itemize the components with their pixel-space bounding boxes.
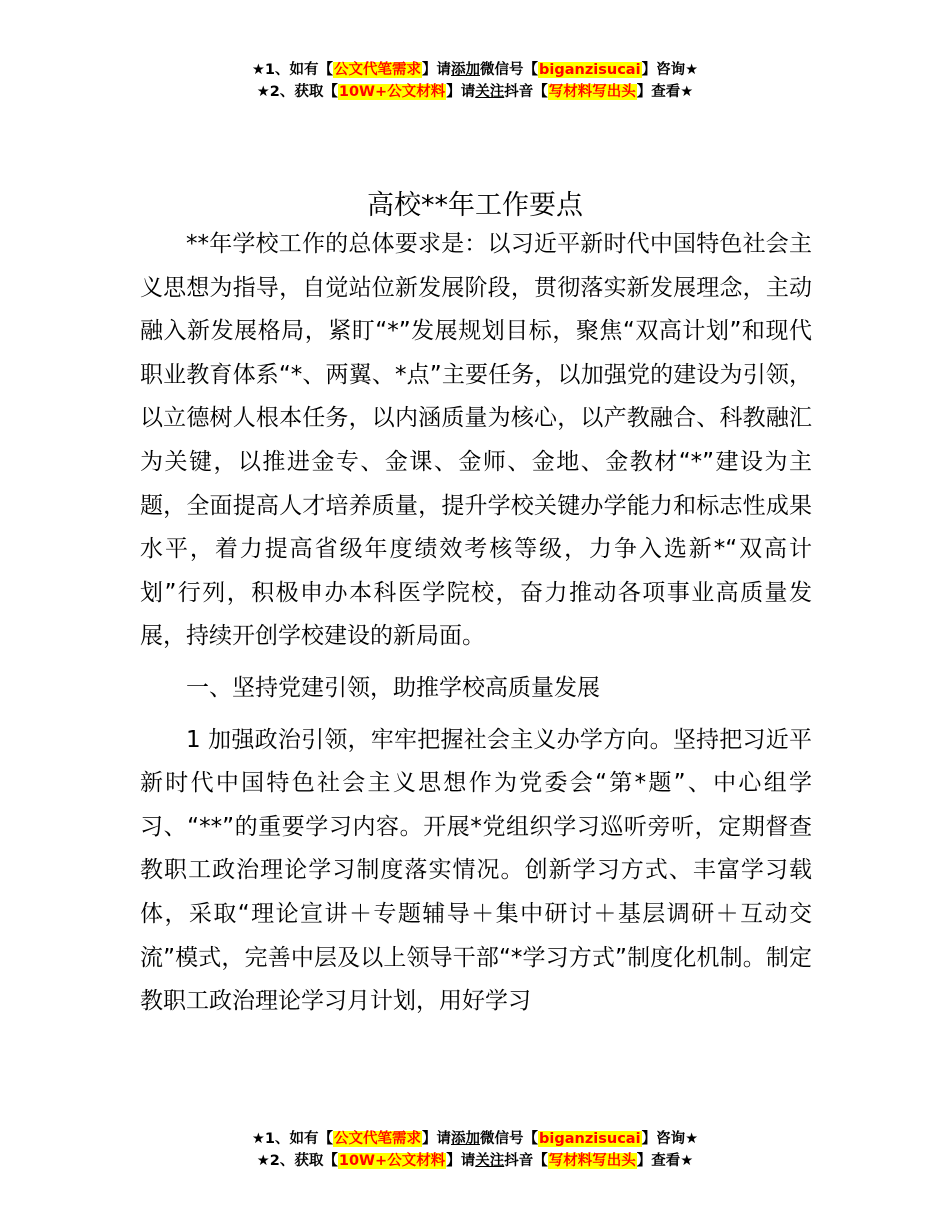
- header-promo-banner: [0, 59, 950, 103]
- promo-text: 】查看★: [636, 84, 694, 100]
- promo-text: 】请: [446, 84, 476, 100]
- promo-follow-text: 关注: [475, 84, 505, 100]
- promo-text: 抖音【: [504, 84, 548, 100]
- promo-line-2: [0, 1150, 950, 1172]
- promo-line-1: [0, 59, 950, 81]
- section-heading: 一、坚持党建引领，助推学校高质量发展: [186, 674, 600, 701]
- document-title: 高校**年工作要点: [367, 190, 583, 222]
- promo-add-text: 添加: [451, 1131, 481, 1147]
- promo-text: 微信号【: [480, 1131, 539, 1147]
- footer-promo-banner: [0, 1128, 950, 1172]
- promo-text: 】咨询★: [641, 62, 699, 78]
- highlight-service: 公文代笔需求: [334, 62, 422, 78]
- promo-text: 微信号【: [480, 62, 539, 78]
- highlight-douyin-account: 写材料写出头: [548, 84, 636, 100]
- highlight-wechat-id: biganzisucai: [539, 1131, 641, 1147]
- promo-text: 】请: [446, 1153, 476, 1169]
- promo-text: 抖音【: [504, 1153, 548, 1169]
- body-paragraph: 1 加强政治引领，牢牢把握社会主义办学方向。坚持把习近平新时代中国特色社会主义思想作为党委会“第*题”、中心组学习、“**”的重要学习内容。开展*党组织学习巡听旁听，定期督查教职工政治理论学习制度落实情况。创新学习方式、丰富学习载体，采取“理论宣讲＋专题辅导＋集中研讨＋基层调研＋互动交流”模式，完善中层及以上领导干部“*学习方式”制度化机制。制定教职工政治理论学习月计划，用好学习: [140, 726, 812, 1015]
- promo-add-text: 添加: [451, 62, 481, 78]
- promo-text: 】请: [422, 62, 452, 78]
- promo-text: 】请: [422, 1131, 452, 1147]
- highlight-wechat-id: biganzisucai: [539, 62, 641, 78]
- promo-line-1: [0, 1128, 950, 1150]
- promo-text: ★1、如有【: [251, 1131, 334, 1147]
- promo-line-2: [0, 81, 950, 103]
- promo-text: ★1、如有【: [251, 62, 334, 78]
- highlight-service: 公文代笔需求: [334, 1131, 422, 1147]
- highlight-douyin-account: 写材料写出头: [548, 1153, 636, 1169]
- promo-text: ★2、获取【: [256, 84, 338, 100]
- promo-text: ★2、获取【: [256, 1153, 338, 1169]
- document-body: [140, 223, 812, 1024]
- promo-text: 】咨询★: [641, 1131, 699, 1147]
- intro-paragraph: **年学校工作的总体要求是：以习近平新时代中国特色社会主义思想为指导，自觉站位新发展阶段，贯彻落实新发展理念，主动融入新发展格局，紧盯“*”发展规划目标，聚焦“双高计划”和现代职业教育体系“*、两翼、*点”主要任务，以加强党的建设为引领，以立德树人根本任务，以内涵质量为核心，以产教融合、科教融汇为关键，以推进金专、金课、金师、金地、金教材“*”建设为主题，全面提高人才培养质量，提升学校关键办学能力和标志性成果水平，着力提高省级年度绩效考核等级，力争入选新*“双高计划”行列，积极申办本科医学院校，奋力推动各项事业高质量发展，持续开创学校建设的新局面。: [140, 231, 812, 650]
- highlight-materials: 10W+公文材料: [338, 84, 446, 100]
- promo-text: 】查看★: [636, 1153, 694, 1169]
- promo-follow-text: 关注: [475, 1153, 505, 1169]
- highlight-materials: 10W+公文材料: [338, 1153, 446, 1169]
